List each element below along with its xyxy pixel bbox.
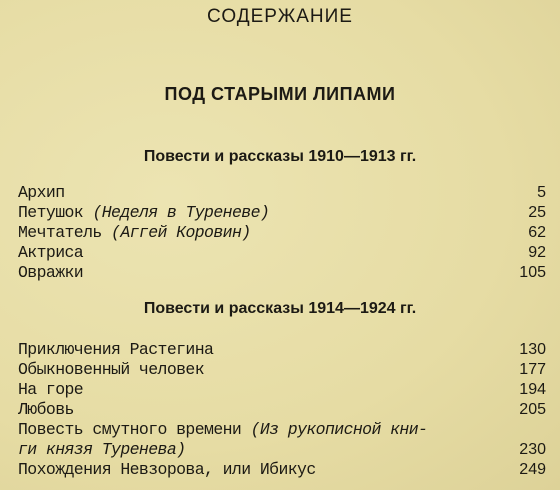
page-title: СОДЕРЖАНИЕ (207, 6, 353, 27)
entry-title: Похождения Невзорова, или Ибикус (18, 460, 316, 479)
entry-title: Обыкновенный человек (18, 360, 205, 379)
entry-page: 105 (519, 264, 546, 281)
entry-page: 205 (519, 401, 546, 418)
toc-list (18, 183, 546, 283)
toc-entry-continuation (18, 440, 546, 460)
entry-title: Овражки (18, 263, 84, 282)
toc-entry (18, 263, 546, 283)
toc-entry (18, 243, 546, 263)
toc-entry (18, 183, 546, 203)
entry-page: 194 (519, 381, 546, 398)
toc-entry (18, 420, 546, 440)
toc-entry (18, 340, 546, 360)
entry-page: 5 (537, 184, 546, 201)
entry-page: 130 (519, 341, 546, 358)
entry-title: Архип (18, 183, 65, 202)
entry-title: На горе (18, 380, 84, 399)
entry-page: 25 (528, 204, 546, 221)
toc-entry (18, 360, 546, 380)
entry-page: 230 (519, 441, 546, 458)
entry-page: 62 (528, 224, 546, 241)
toc-entry (18, 460, 546, 480)
entry-subtitle: ги князя Туренева) (18, 440, 186, 459)
entry-page: 177 (519, 361, 546, 378)
part-title: ПОД СТАРЫМИ ЛИПАМИ (164, 84, 396, 104)
toc-entry (18, 203, 546, 223)
entry-title: Приключения Растегина (18, 340, 214, 359)
entry-title: Любовь (18, 400, 74, 419)
section-title: Повести и рассказы 1914—1924 гг. (143, 300, 417, 317)
entry-subtitle: (Из рукописной кни- (250, 420, 428, 439)
entry-title: Актриса (18, 243, 84, 262)
toc-entry (18, 380, 546, 400)
entry-page: 92 (528, 244, 546, 261)
toc-list (18, 340, 546, 480)
entry-subtitle: (Неделя в Туреневе) (92, 203, 270, 222)
entry-title: Петушок (18, 203, 84, 222)
entry-subtitle: (Аггей Коровин) (111, 223, 251, 242)
entry-title: Повесть смутного времени (18, 420, 242, 439)
entry-title: Мечтатель (18, 223, 102, 242)
toc-entry (18, 223, 546, 243)
entry-page: 249 (519, 461, 546, 478)
section-title: Повести и рассказы 1910—1913 гг. (143, 148, 417, 165)
toc-entry (18, 400, 546, 420)
